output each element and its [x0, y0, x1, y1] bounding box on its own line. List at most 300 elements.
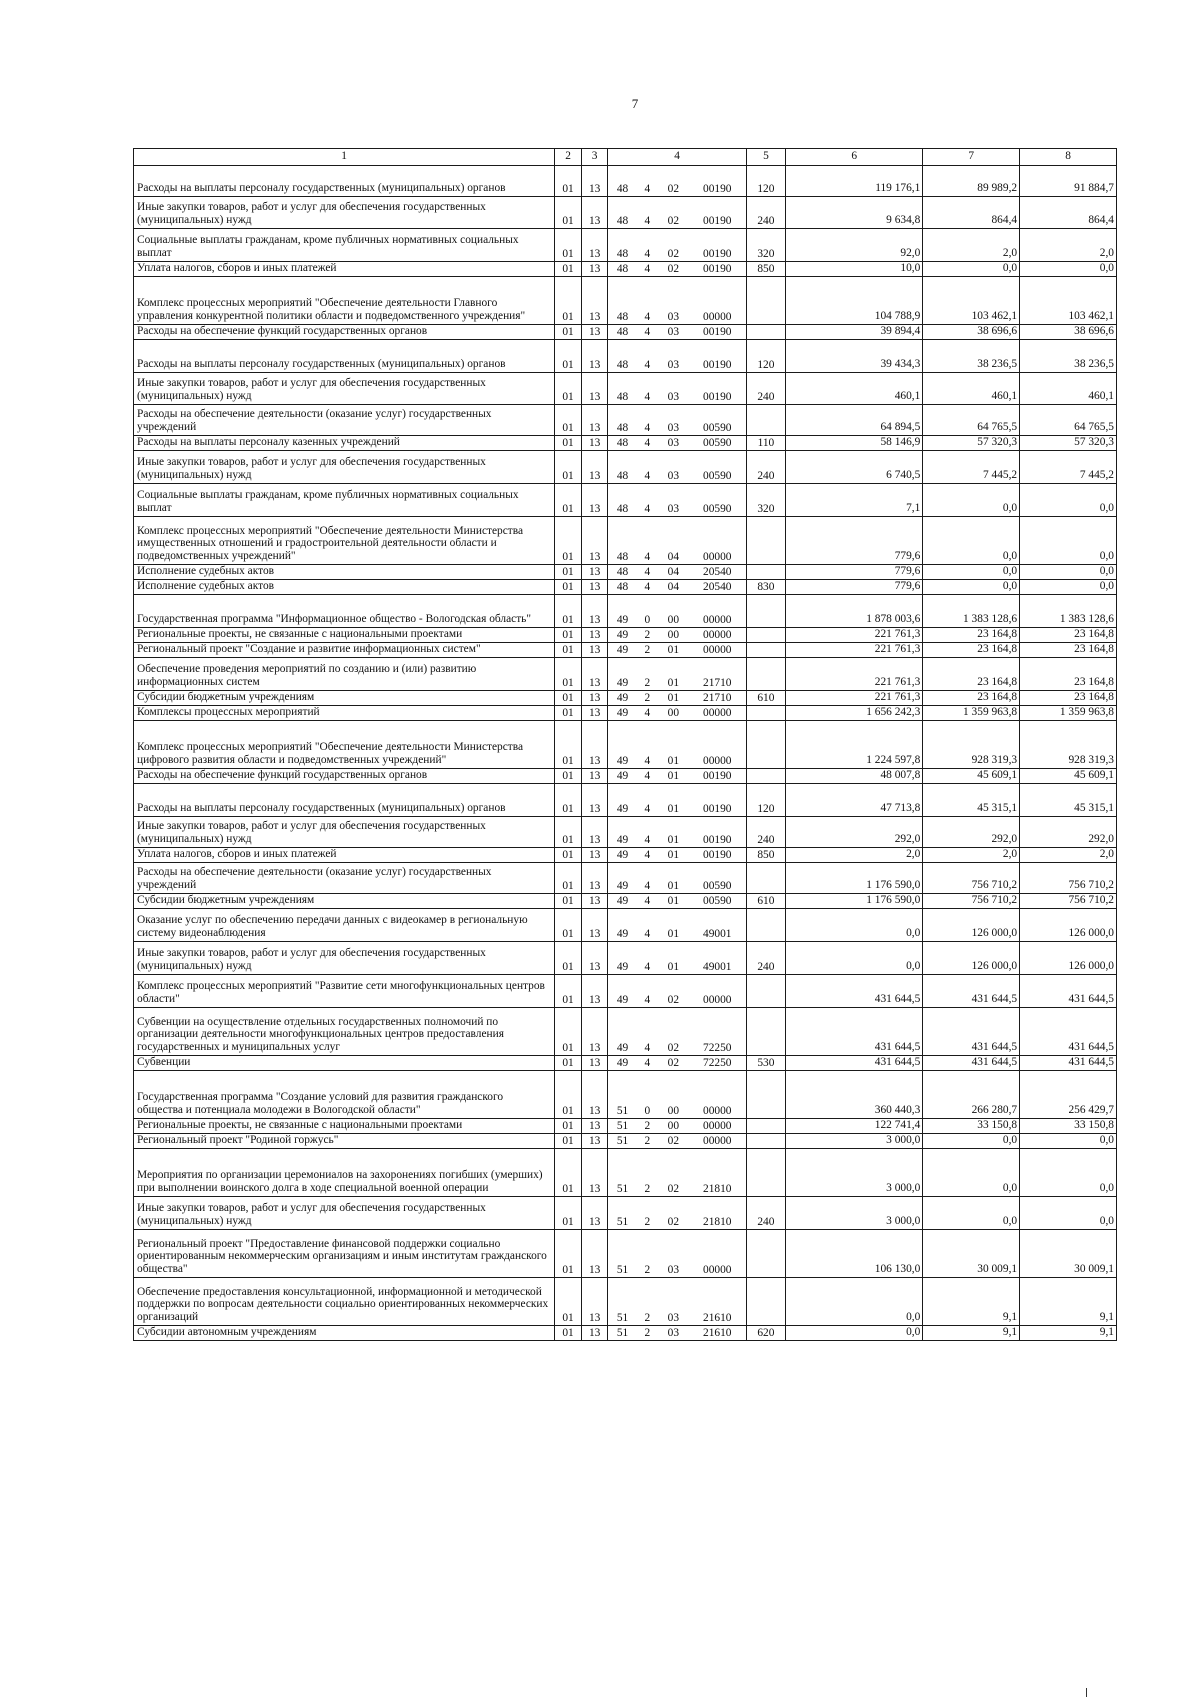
- expense-type-cell: [746, 643, 785, 658]
- expense-type-cell: [746, 706, 785, 721]
- direction-code-cell: 21810: [689, 1149, 746, 1197]
- table-row: [134, 817, 1117, 848]
- direction-code-cell: 00190: [689, 817, 746, 848]
- direction-code-cell: 21610: [689, 1326, 746, 1341]
- subsection-code-cell: 13: [581, 721, 608, 769]
- direction-code-cell: 00190: [689, 784, 746, 817]
- program-type-cell: 2: [637, 628, 658, 643]
- amount-col7-cell: 928 319,3: [923, 721, 1020, 769]
- program-element-cell: 02: [658, 166, 689, 197]
- section-code-cell: 01: [555, 863, 582, 894]
- amount-col6-cell: 122 741,4: [786, 1119, 923, 1134]
- amount-col6-cell: 9 634,8: [786, 197, 923, 229]
- amount-col8-cell: 256 429,7: [1020, 1071, 1117, 1119]
- program-code-cell: 48: [608, 373, 637, 405]
- table-row: [134, 721, 1117, 769]
- program-type-cell: 2: [637, 643, 658, 658]
- amount-col7-cell: 0,0: [923, 517, 1020, 565]
- amount-col8-cell: 33 150,8: [1020, 1119, 1117, 1134]
- section-code-cell: 01: [555, 942, 582, 975]
- budget-table: [133, 148, 1117, 1341]
- program-type-cell: 4: [637, 451, 658, 484]
- name-cell: Субсидии бюджетным учреждениям: [134, 894, 555, 909]
- amount-col7-cell: 0,0: [923, 1197, 1020, 1230]
- program-type-cell: 2: [637, 1278, 658, 1326]
- table-row: [134, 848, 1117, 863]
- direction-code-cell: 00590: [689, 405, 746, 436]
- program-code-cell: 48: [608, 580, 637, 595]
- amount-col6-cell: 47 713,8: [786, 784, 923, 817]
- name-cell: Обеспечение проведения мероприятий по созданию и (или) развитию информационных систем: [134, 658, 555, 691]
- direction-code-cell: 00190: [689, 229, 746, 262]
- direction-code-cell: 00590: [689, 863, 746, 894]
- amount-col6-cell: 221 761,3: [786, 628, 923, 643]
- expense-type-cell: 120: [746, 166, 785, 197]
- amount-col8-cell: 7 445,2: [1020, 451, 1117, 484]
- subsection-code-cell: 13: [581, 848, 608, 863]
- amount-col7-cell: 64 765,5: [923, 405, 1020, 436]
- section-code-cell: 01: [555, 658, 582, 691]
- program-type-cell: 4: [637, 262, 658, 277]
- subsection-code-cell: 13: [581, 166, 608, 197]
- subsection-code-cell: 13: [581, 340, 608, 373]
- direction-code-cell: 21810: [689, 1197, 746, 1230]
- amount-col7-cell: 2,0: [923, 848, 1020, 863]
- table-row: [134, 628, 1117, 643]
- expense-type-cell: 850: [746, 848, 785, 863]
- name-cell: Субвенции на осуществление отдельных государственных полномочий по организации деятельности многофункциональных центров предоставления государственных и муниципальных услуг: [134, 1008, 555, 1056]
- program-type-cell: 4: [637, 909, 658, 942]
- amount-col6-cell: 221 761,3: [786, 658, 923, 691]
- amount-col7-cell: 431 644,5: [923, 1008, 1020, 1056]
- expense-type-cell: 240: [746, 451, 785, 484]
- table-row: [134, 166, 1117, 197]
- name-cell: Расходы на выплаты персоналу государственных (муниципальных) органов: [134, 784, 555, 817]
- program-code-cell: 48: [608, 484, 637, 517]
- program-type-cell: 4: [637, 373, 658, 405]
- amount-col6-cell: 3 000,0: [786, 1134, 923, 1149]
- amount-col7-cell: 431 644,5: [923, 975, 1020, 1008]
- program-element-cell: 03: [658, 277, 689, 325]
- program-element-cell: 01: [658, 691, 689, 706]
- section-code-cell: 01: [555, 166, 582, 197]
- subsection-code-cell: 13: [581, 691, 608, 706]
- program-element-cell: 01: [658, 784, 689, 817]
- name-cell: Иные закупки товаров, работ и услуг для обеспечения государственных (муниципальных) нужд: [134, 197, 555, 229]
- amount-col7-cell: 126 000,0: [923, 942, 1020, 975]
- name-cell: Расходы на обеспечение функций государственных органов: [134, 769, 555, 784]
- expense-type-cell: 320: [746, 229, 785, 262]
- amount-col8-cell: 0,0: [1020, 580, 1117, 595]
- program-element-cell: 03: [658, 451, 689, 484]
- expense-type-cell: 120: [746, 784, 785, 817]
- expense-type-cell: 240: [746, 1197, 785, 1230]
- program-element-cell: 01: [658, 643, 689, 658]
- program-code-cell: 48: [608, 197, 637, 229]
- program-type-cell: 4: [637, 784, 658, 817]
- direction-code-cell: 00190: [689, 769, 746, 784]
- program-type-cell: 4: [637, 405, 658, 436]
- table-row: [134, 262, 1117, 277]
- program-element-cell: 00: [658, 1119, 689, 1134]
- subsection-code-cell: 13: [581, 595, 608, 628]
- amount-col6-cell: 1 656 242,3: [786, 706, 923, 721]
- amount-col7-cell: 89 989,2: [923, 166, 1020, 197]
- amount-col8-cell: 23 164,8: [1020, 658, 1117, 691]
- direction-code-cell: 00000: [689, 706, 746, 721]
- name-cell: Иные закупки товаров, работ и услуг для обеспечения государственных (муниципальных) нужд: [134, 942, 555, 975]
- program-element-cell: 04: [658, 517, 689, 565]
- expense-type-cell: [746, 1071, 785, 1119]
- amount-col7-cell: 1 383 128,6: [923, 595, 1020, 628]
- section-code-cell: 01: [555, 721, 582, 769]
- program-element-cell: 02: [658, 1056, 689, 1071]
- program-type-cell: 4: [637, 817, 658, 848]
- amount-col7-cell: 431 644,5: [923, 1056, 1020, 1071]
- direction-code-cell: 00590: [689, 436, 746, 451]
- name-cell: Социальные выплаты гражданам, кроме публичных нормативных социальных выплат: [134, 484, 555, 517]
- amount-col8-cell: 9,1: [1020, 1278, 1117, 1326]
- program-type-cell: 4: [637, 277, 658, 325]
- program-code-cell: 49: [608, 595, 637, 628]
- amount-col6-cell: 460,1: [786, 373, 923, 405]
- subsection-code-cell: 13: [581, 658, 608, 691]
- section-code-cell: 01: [555, 405, 582, 436]
- program-code-cell: 48: [608, 325, 637, 340]
- expense-type-cell: [746, 658, 785, 691]
- expense-type-cell: [746, 565, 785, 580]
- amount-col6-cell: 221 761,3: [786, 691, 923, 706]
- subsection-code-cell: 13: [581, 643, 608, 658]
- name-cell: Комплексы процессных мероприятий: [134, 706, 555, 721]
- table-row: [134, 1056, 1117, 1071]
- program-code-cell: 48: [608, 262, 637, 277]
- amount-col8-cell: 756 710,2: [1020, 863, 1117, 894]
- direction-code-cell: 72250: [689, 1008, 746, 1056]
- name-cell: Расходы на обеспечение функций государственных органов: [134, 325, 555, 340]
- section-code-cell: 01: [555, 628, 582, 643]
- amount-col7-cell: 23 164,8: [923, 658, 1020, 691]
- name-cell: Региональные проекты, не связанные с национальными проектами: [134, 1119, 555, 1134]
- section-code-cell: 01: [555, 769, 582, 784]
- amount-col6-cell: 92,0: [786, 229, 923, 262]
- table-row: [134, 484, 1117, 517]
- table-row: [134, 769, 1117, 784]
- program-type-cell: 2: [637, 1119, 658, 1134]
- table-row: [134, 565, 1117, 580]
- section-code-cell: 01: [555, 580, 582, 595]
- amount-col8-cell: 9,1: [1020, 1326, 1117, 1341]
- amount-col8-cell: 23 164,8: [1020, 628, 1117, 643]
- header-cell-8: 8: [1020, 149, 1117, 166]
- section-code-cell: 01: [555, 1230, 582, 1278]
- amount-col6-cell: 64 894,5: [786, 405, 923, 436]
- program-code-cell: 49: [608, 691, 637, 706]
- program-code-cell: 48: [608, 229, 637, 262]
- expense-type-cell: 120: [746, 340, 785, 373]
- section-code-cell: 01: [555, 484, 582, 517]
- amount-col7-cell: 38 696,6: [923, 325, 1020, 340]
- section-code-cell: 01: [555, 451, 582, 484]
- header-cell-2: 2: [555, 149, 582, 166]
- amount-col6-cell: 58 146,9: [786, 436, 923, 451]
- amount-col7-cell: 126 000,0: [923, 909, 1020, 942]
- name-cell: Иные закупки товаров, работ и услуг для обеспечения государственных (муниципальных) нужд: [134, 451, 555, 484]
- section-code-cell: 01: [555, 373, 582, 405]
- program-code-cell: 48: [608, 340, 637, 373]
- direction-code-cell: 00000: [689, 1071, 746, 1119]
- subsection-code-cell: 13: [581, 580, 608, 595]
- expense-type-cell: [746, 769, 785, 784]
- amount-col7-cell: 33 150,8: [923, 1119, 1020, 1134]
- amount-col8-cell: 928 319,3: [1020, 721, 1117, 769]
- name-cell: Государственная программа "Создание условий для развития гражданского общества и потенциала молодежи в Вологодской области": [134, 1071, 555, 1119]
- amount-col8-cell: 292,0: [1020, 817, 1117, 848]
- subsection-code-cell: 13: [581, 909, 608, 942]
- program-element-cell: 00: [658, 706, 689, 721]
- program-element-cell: 01: [658, 848, 689, 863]
- program-type-cell: 4: [637, 565, 658, 580]
- amount-col8-cell: 0,0: [1020, 484, 1117, 517]
- name-cell: Расходы на обеспечение деятельности (оказание услуг) государственных учреждений: [134, 863, 555, 894]
- name-cell: Комплекс процессных мероприятий "Развитие сети многофункциональных центров области": [134, 975, 555, 1008]
- amount-col8-cell: 45 315,1: [1020, 784, 1117, 817]
- expense-type-cell: 110: [746, 436, 785, 451]
- expense-type-cell: [746, 277, 785, 325]
- section-code-cell: 01: [555, 340, 582, 373]
- section-code-cell: 01: [555, 565, 582, 580]
- expense-type-cell: 610: [746, 691, 785, 706]
- expense-type-cell: [746, 405, 785, 436]
- amount-col8-cell: 64 765,5: [1020, 405, 1117, 436]
- program-type-cell: 2: [637, 1326, 658, 1341]
- amount-col8-cell: 38 236,5: [1020, 340, 1117, 373]
- subsection-code-cell: 13: [581, 436, 608, 451]
- program-element-cell: 04: [658, 565, 689, 580]
- amount-col8-cell: 864,4: [1020, 197, 1117, 229]
- program-element-cell: 01: [658, 942, 689, 975]
- name-cell: Иные закупки товаров, работ и услуг для обеспечения государственных (муниципальных) нужд: [134, 817, 555, 848]
- header-cell-4: 4: [608, 149, 746, 166]
- program-code-cell: 49: [608, 909, 637, 942]
- subsection-code-cell: 13: [581, 1119, 608, 1134]
- amount-col8-cell: 2,0: [1020, 229, 1117, 262]
- amount-col7-cell: 0,0: [923, 484, 1020, 517]
- table-row: [134, 277, 1117, 325]
- program-code-cell: 51: [608, 1326, 637, 1341]
- subsection-code-cell: 13: [581, 197, 608, 229]
- header-cell-1: 1: [134, 149, 555, 166]
- direction-code-cell: 00190: [689, 373, 746, 405]
- name-cell: Расходы на выплаты персоналу государственных (муниципальных) органов: [134, 340, 555, 373]
- program-type-cell: 2: [637, 1197, 658, 1230]
- amount-col7-cell: 38 236,5: [923, 340, 1020, 373]
- amount-col7-cell: 0,0: [923, 1149, 1020, 1197]
- amount-col8-cell: 2,0: [1020, 848, 1117, 863]
- section-code-cell: 01: [555, 197, 582, 229]
- amount-col6-cell: 10,0: [786, 262, 923, 277]
- amount-col7-cell: 7 445,2: [923, 451, 1020, 484]
- table-row: [134, 373, 1117, 405]
- program-code-cell: 48: [608, 277, 637, 325]
- direction-code-cell: 00590: [689, 484, 746, 517]
- subsection-code-cell: 13: [581, 373, 608, 405]
- direction-code-cell: 00190: [689, 262, 746, 277]
- program-type-cell: 4: [637, 769, 658, 784]
- amount-col6-cell: 2,0: [786, 848, 923, 863]
- name-cell: Субсидии автономным учреждениям: [134, 1326, 555, 1341]
- header-cell-7: 7: [923, 149, 1020, 166]
- header-cell-5: 5: [746, 149, 785, 166]
- name-cell: Комплекс процессных мероприятий "Обеспечение деятельности Министерства имущественных отношений и градостроительной деятельности области и подведомственных учреждений": [134, 517, 555, 565]
- program-type-cell: 4: [637, 484, 658, 517]
- name-cell: Региональный проект "Создание и развитие информационных систем": [134, 643, 555, 658]
- amount-col6-cell: 431 644,5: [786, 1056, 923, 1071]
- amount-col8-cell: 91 884,7: [1020, 166, 1117, 197]
- amount-col6-cell: 1 878 003,6: [786, 595, 923, 628]
- program-type-cell: 2: [637, 691, 658, 706]
- section-code-cell: 01: [555, 325, 582, 340]
- direction-code-cell: 49001: [689, 942, 746, 975]
- expense-type-cell: [746, 1008, 785, 1056]
- subsection-code-cell: 13: [581, 1326, 608, 1341]
- amount-col6-cell: 0,0: [786, 1278, 923, 1326]
- direction-code-cell: 20540: [689, 580, 746, 595]
- program-element-cell: 00: [658, 628, 689, 643]
- expense-type-cell: 620: [746, 1326, 785, 1341]
- subsection-code-cell: 13: [581, 325, 608, 340]
- expense-type-cell: [746, 1149, 785, 1197]
- section-code-cell: 01: [555, 229, 582, 262]
- program-element-cell: 02: [658, 975, 689, 1008]
- program-code-cell: 48: [608, 166, 637, 197]
- program-element-cell: 03: [658, 325, 689, 340]
- expense-type-cell: 610: [746, 894, 785, 909]
- name-cell: Социальные выплаты гражданам, кроме публичных нормативных социальных выплат: [134, 229, 555, 262]
- subsection-code-cell: 13: [581, 1008, 608, 1056]
- program-type-cell: 2: [637, 1149, 658, 1197]
- program-element-cell: 01: [658, 909, 689, 942]
- direction-code-cell: 00190: [689, 325, 746, 340]
- program-element-cell: 01: [658, 863, 689, 894]
- table-row: [134, 658, 1117, 691]
- program-code-cell: 49: [608, 1008, 637, 1056]
- table-body: [134, 166, 1117, 1341]
- amount-col7-cell: 23 164,8: [923, 643, 1020, 658]
- amount-col6-cell: 1 176 590,0: [786, 894, 923, 909]
- amount-col8-cell: 30 009,1: [1020, 1230, 1117, 1278]
- program-code-cell: 49: [608, 817, 637, 848]
- program-type-cell: 4: [637, 1008, 658, 1056]
- amount-col6-cell: 7,1: [786, 484, 923, 517]
- program-type-cell: 4: [637, 942, 658, 975]
- amount-col8-cell: 0,0: [1020, 565, 1117, 580]
- name-cell: Региональные проекты, не связанные с национальными проектами: [134, 628, 555, 643]
- table-row: [134, 1230, 1117, 1278]
- amount-col6-cell: 1 176 590,0: [786, 863, 923, 894]
- program-code-cell: 51: [608, 1278, 637, 1326]
- expense-type-cell: 320: [746, 484, 785, 517]
- subsection-code-cell: 13: [581, 484, 608, 517]
- amount-col8-cell: 126 000,0: [1020, 942, 1117, 975]
- amount-col8-cell: 431 644,5: [1020, 975, 1117, 1008]
- direction-code-cell: 20540: [689, 565, 746, 580]
- name-cell: Уплата налогов, сборов и иных платежей: [134, 262, 555, 277]
- section-code-cell: 01: [555, 1278, 582, 1326]
- amount-col7-cell: 23 164,8: [923, 691, 1020, 706]
- name-cell: Региональный проект "Родиной горжусь": [134, 1134, 555, 1149]
- section-code-cell: 01: [555, 277, 582, 325]
- amount-col7-cell: 292,0: [923, 817, 1020, 848]
- program-type-cell: 0: [637, 1071, 658, 1119]
- amount-col7-cell: 30 009,1: [923, 1230, 1020, 1278]
- subsection-code-cell: 13: [581, 1149, 608, 1197]
- section-code-cell: 01: [555, 848, 582, 863]
- direction-code-cell: 00590: [689, 451, 746, 484]
- name-cell: Расходы на выплаты персоналу казенных учреждений: [134, 436, 555, 451]
- table-row: [134, 340, 1117, 373]
- name-cell: Расходы на обеспечение деятельности (оказание услуг) государственных учреждений: [134, 405, 555, 436]
- amount-col7-cell: 756 710,2: [923, 863, 1020, 894]
- section-code-cell: 01: [555, 817, 582, 848]
- section-code-cell: 01: [555, 595, 582, 628]
- program-type-cell: 2: [637, 658, 658, 691]
- direction-code-cell: 00000: [689, 643, 746, 658]
- name-cell: Комплекс процессных мероприятий "Обеспечение деятельности Главного управления конкурентной политики области и подведомственного учреждения": [134, 277, 555, 325]
- amount-col8-cell: 23 164,8: [1020, 691, 1117, 706]
- program-code-cell: 49: [608, 628, 637, 643]
- section-code-cell: 01: [555, 1008, 582, 1056]
- table-row: [134, 451, 1117, 484]
- direction-code-cell: 00590: [689, 894, 746, 909]
- section-code-cell: 01: [555, 706, 582, 721]
- amount-col6-cell: 360 440,3: [786, 1071, 923, 1119]
- amount-col7-cell: 0,0: [923, 565, 1020, 580]
- name-cell: Мероприятия по организации церемониалов на захоронениях погибших (умерших) при выполнении воинского долга в ходе специальной военной операции: [134, 1149, 555, 1197]
- section-code-cell: 01: [555, 1326, 582, 1341]
- name-cell: Субвенции: [134, 1056, 555, 1071]
- direction-code-cell: 21710: [689, 658, 746, 691]
- program-type-cell: 4: [637, 706, 658, 721]
- expense-type-cell: [746, 595, 785, 628]
- direction-code-cell: 00000: [689, 721, 746, 769]
- direction-code-cell: 00000: [689, 1230, 746, 1278]
- amount-col6-cell: 39 894,4: [786, 325, 923, 340]
- subsection-code-cell: 13: [581, 769, 608, 784]
- subsection-code-cell: 13: [581, 628, 608, 643]
- expense-type-cell: 240: [746, 373, 785, 405]
- subsection-code-cell: 13: [581, 405, 608, 436]
- program-type-cell: 4: [637, 166, 658, 197]
- program-code-cell: 51: [608, 1230, 637, 1278]
- name-cell: Региональный проект "Предоставление финансовой поддержки социально ориентированным некоммерческим организациям и иным институтам гражданского общества": [134, 1230, 555, 1278]
- amount-col6-cell: 3 000,0: [786, 1197, 923, 1230]
- subsection-code-cell: 13: [581, 817, 608, 848]
- amount-col6-cell: 0,0: [786, 942, 923, 975]
- table-row: [134, 975, 1117, 1008]
- direction-code-cell: 00000: [689, 595, 746, 628]
- table-row: [134, 517, 1117, 565]
- program-code-cell: 51: [608, 1071, 637, 1119]
- table-row: [134, 1149, 1117, 1197]
- program-code-cell: 48: [608, 565, 637, 580]
- amount-col7-cell: 0,0: [923, 262, 1020, 277]
- expense-type-cell: 240: [746, 817, 785, 848]
- amount-col8-cell: 0,0: [1020, 517, 1117, 565]
- program-code-cell: 51: [608, 1197, 637, 1230]
- direction-code-cell: 00190: [689, 848, 746, 863]
- subsection-code-cell: 13: [581, 277, 608, 325]
